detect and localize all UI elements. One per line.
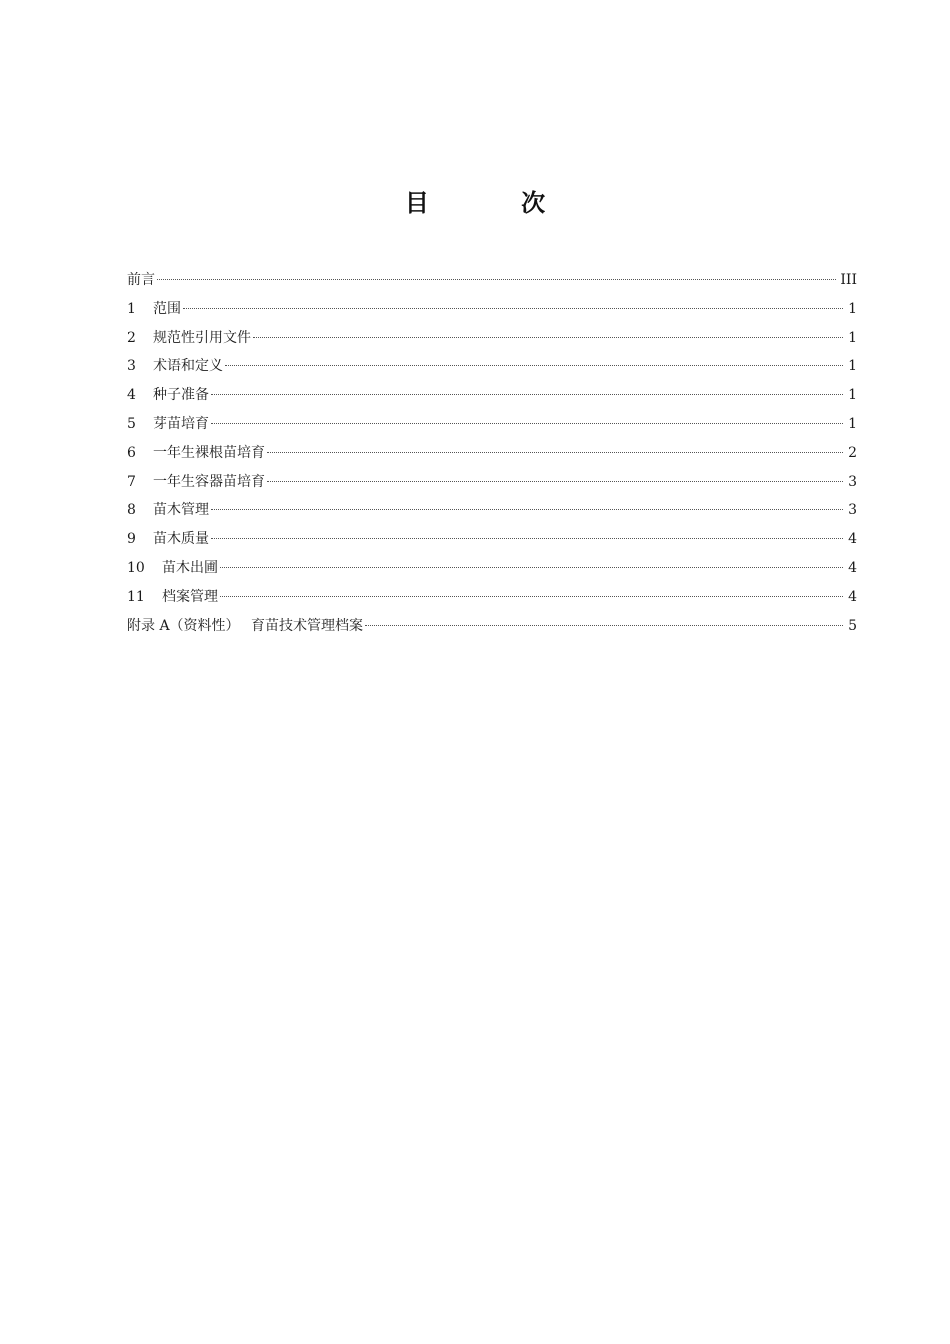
toc-entry-number: 5: [127, 415, 136, 432]
toc-entry[interactable]: [127, 468, 857, 497]
toc-entry[interactable]: [127, 352, 857, 381]
toc-leader-dots: [253, 336, 843, 338]
toc-entry-number: 4: [127, 387, 136, 404]
toc-entry-label: 芽苗培育: [153, 415, 209, 432]
toc-leader-dots: [211, 508, 843, 510]
toc-entry[interactable]: [127, 496, 857, 525]
toc-entry-number: 9: [127, 531, 136, 548]
toc-entry-page-number: 1: [848, 358, 857, 375]
toc-entry[interactable]: [127, 410, 857, 439]
toc-entry-number: 1: [127, 300, 136, 317]
toc-leader-dots: [183, 307, 843, 309]
toc-entry-number: 11: [127, 588, 145, 605]
toc-entry-page-number: 1: [848, 300, 857, 317]
toc-leader-dots: [220, 595, 843, 597]
toc-entry-label: 苗木出圃: [162, 559, 218, 576]
toc-entry[interactable]: [127, 554, 857, 583]
toc-leader-dots: [267, 451, 843, 453]
toc-entry-label: 前言: [127, 272, 155, 288]
toc-entry[interactable]: [127, 266, 857, 295]
toc-entry-number: 7: [127, 473, 136, 490]
toc-entry-label: 术语和定义: [153, 358, 223, 375]
toc-leader-dots: [211, 422, 843, 424]
toc-entry-page-number: 3: [848, 473, 857, 490]
toc-entry-page-number: 1: [848, 415, 857, 432]
toc-entry-number: 8: [127, 502, 136, 519]
toc-entry[interactable]: [127, 295, 857, 324]
toc-entry-page-number: 1: [848, 329, 857, 346]
toc-entry-page-number: 5: [848, 617, 857, 634]
toc-entry-page-number: 4: [848, 531, 857, 548]
toc-entry[interactable]: [127, 324, 857, 353]
toc-leader-dots: [267, 480, 843, 482]
toc-entry-label: 附录 A（资料性） 育苗技术管理档案: [127, 617, 364, 634]
page-title: 目 次: [404, 189, 588, 217]
table-of-contents: [127, 266, 857, 640]
toc-entry-label: 苗木质量: [153, 531, 209, 548]
toc-entry-page-number: 1: [848, 387, 857, 404]
toc-entry-page-number: 2: [848, 444, 857, 461]
toc-entry-page-number: 4: [848, 559, 857, 576]
toc-leader-dots: [211, 393, 843, 395]
toc-leader-dots: [220, 566, 843, 568]
toc-entry[interactable]: [127, 612, 857, 641]
toc-entry-label: 档案管理: [162, 588, 218, 605]
toc-entry-number: 10: [127, 559, 145, 576]
toc-entry-number: 3: [127, 358, 136, 375]
toc-entry-page-number: III: [840, 272, 857, 288]
toc-leader-dots: [157, 278, 836, 280]
toc-entry[interactable]: [127, 381, 857, 410]
toc-entry-number: 2: [127, 329, 136, 346]
toc-leader-dots: [225, 364, 843, 366]
toc-entry-label: 范围: [153, 300, 181, 317]
toc-leader-dots: [211, 537, 843, 539]
toc-entry[interactable]: [127, 525, 857, 554]
toc-entry-number: 6: [127, 444, 136, 461]
toc-entry-label: 一年生容器苗培育: [153, 473, 265, 490]
toc-entry[interactable]: [127, 583, 857, 612]
toc-leader-dots: [365, 624, 843, 626]
toc-entry-page-number: 4: [848, 588, 857, 605]
toc-entry[interactable]: [127, 439, 857, 468]
toc-entry-label: 苗木管理: [153, 502, 209, 519]
toc-entry-label: 种子准备: [153, 387, 209, 404]
toc-entry-page-number: 3: [848, 502, 857, 519]
toc-entry-label: 一年生裸根苗培育: [153, 444, 265, 461]
toc-entry-label: 规范性引用文件: [153, 329, 251, 346]
